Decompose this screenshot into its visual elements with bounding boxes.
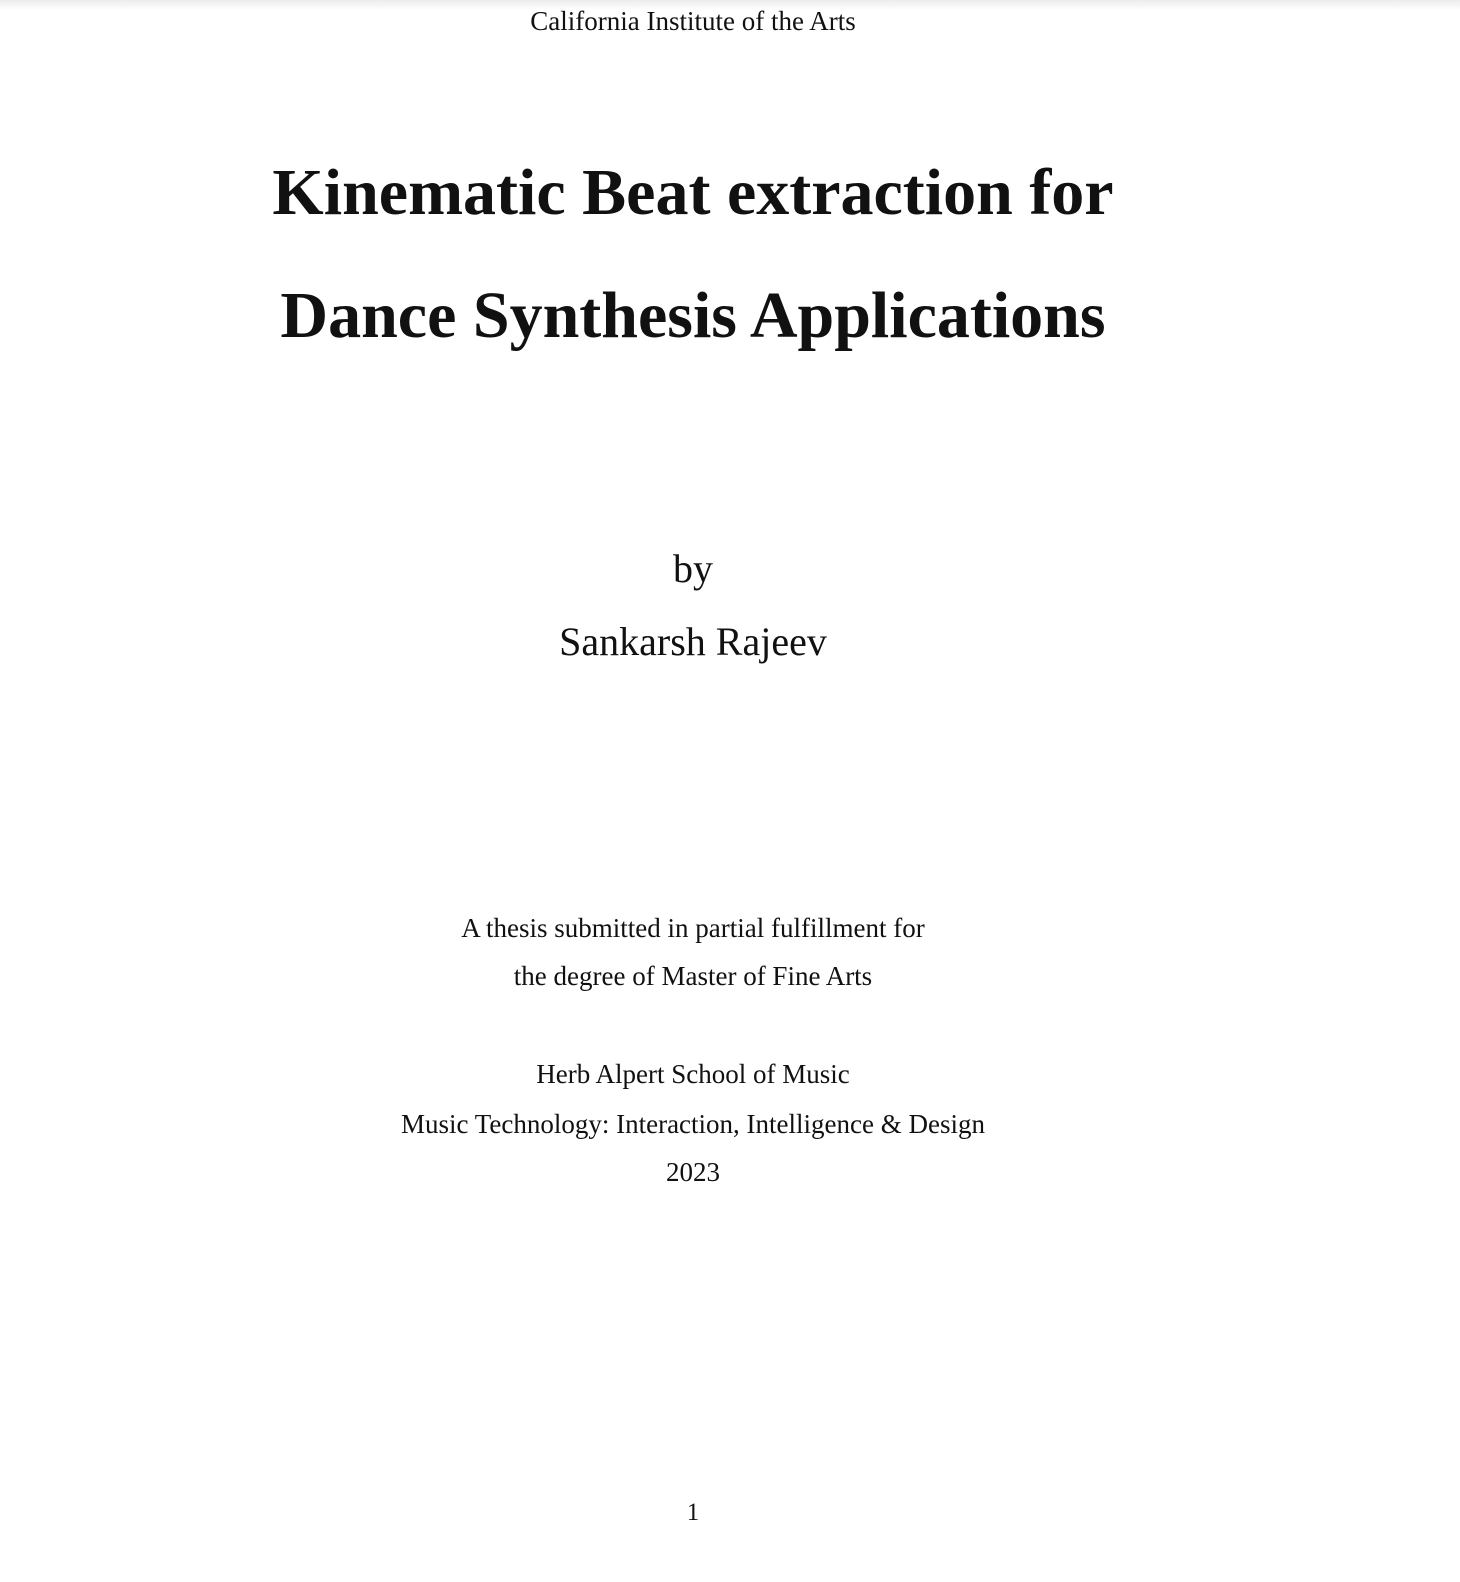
submission-statement-line-1: A thesis submitted in partial fulfillment for (461, 913, 925, 943)
page-number: 1 (686, 1499, 700, 1526)
school-name: Herb Alpert School of Music (536, 1059, 850, 1089)
submission-statement-line-2: the degree of Master of Fine Arts (513, 961, 873, 991)
program-name: Music Technology: Interaction, Intelligence & Design (401, 1109, 985, 1139)
author-name: Sankarsh Rajeev (559, 619, 827, 664)
by-label: by (673, 546, 713, 591)
year: 2023 (666, 1157, 720, 1187)
thesis-title-line-2: Dance Synthesis Applications (280, 279, 1106, 352)
institution-name: California Institute of the Arts (530, 6, 856, 36)
thesis-title-line-1: Kinematic Beat extraction for (272, 156, 1114, 229)
